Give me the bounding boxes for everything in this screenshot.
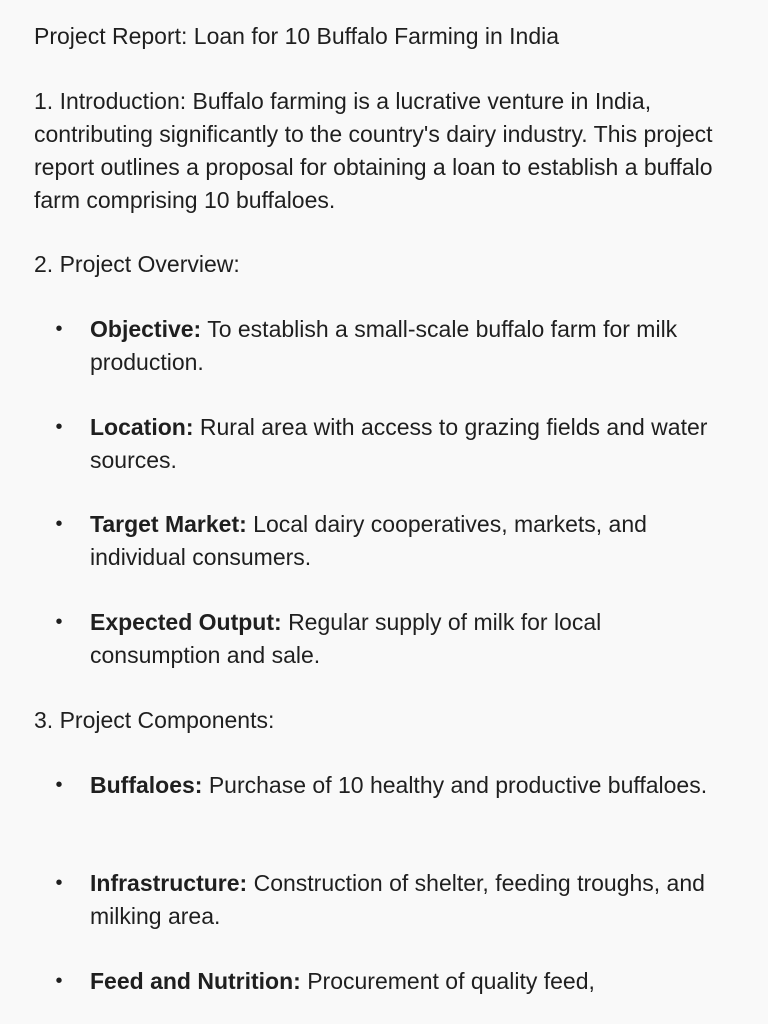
item-text: Construction of shelter, feeding troughs, and milking area. (90, 870, 705, 929)
item-label: Objective: (90, 316, 202, 342)
introduction-text: Buffalo farming is a lucrative venture in India, contributing significantly to the country's dairy industry. This project report outlines a proposal for obtaining a loan to establish a buffalo farm comprising 10 buffaloes. (34, 88, 713, 213)
item-text: Rural area with access to grazing fields and water sources. (90, 414, 708, 473)
item-label: Expected Output: (90, 609, 282, 635)
item-label: Buffaloes: (90, 772, 203, 798)
item-label: Location: (90, 414, 194, 440)
introduction-heading: 1. Introduction: (34, 88, 187, 114)
item-label: Infrastructure: (90, 870, 248, 896)
item-text: Local dairy cooperatives, markets, and individual consumers. (90, 511, 647, 570)
item-text: Regular supply of milk for local consumption and sale. (90, 609, 602, 668)
item-label: Target Market: (90, 511, 247, 537)
item-text: Purchase of 10 healthy and productive buffaloes. (208, 772, 708, 798)
bullet-icon: • (55, 611, 63, 633)
overview-heading: 2. Project Overview: (34, 251, 240, 277)
item-text: Procurement of quality feed, (307, 968, 595, 994)
bullet-icon: • (55, 970, 63, 992)
bullet-icon: • (55, 774, 63, 796)
introduction-paragraph (34, 85, 739, 217)
components-heading: 3. Project Components: (34, 707, 275, 733)
item-label: Feed and Nutrition: (90, 968, 301, 994)
report-title: Project Report: Loan for 10 Buffalo Farming in India (34, 23, 560, 49)
bullet-icon: • (55, 872, 63, 894)
bullet-icon: • (55, 513, 63, 535)
item-text: To establish a small-scale buffalo farm for milk production. (90, 316, 678, 375)
bullet-icon: • (55, 416, 63, 438)
bullet-icon: • (55, 318, 63, 340)
